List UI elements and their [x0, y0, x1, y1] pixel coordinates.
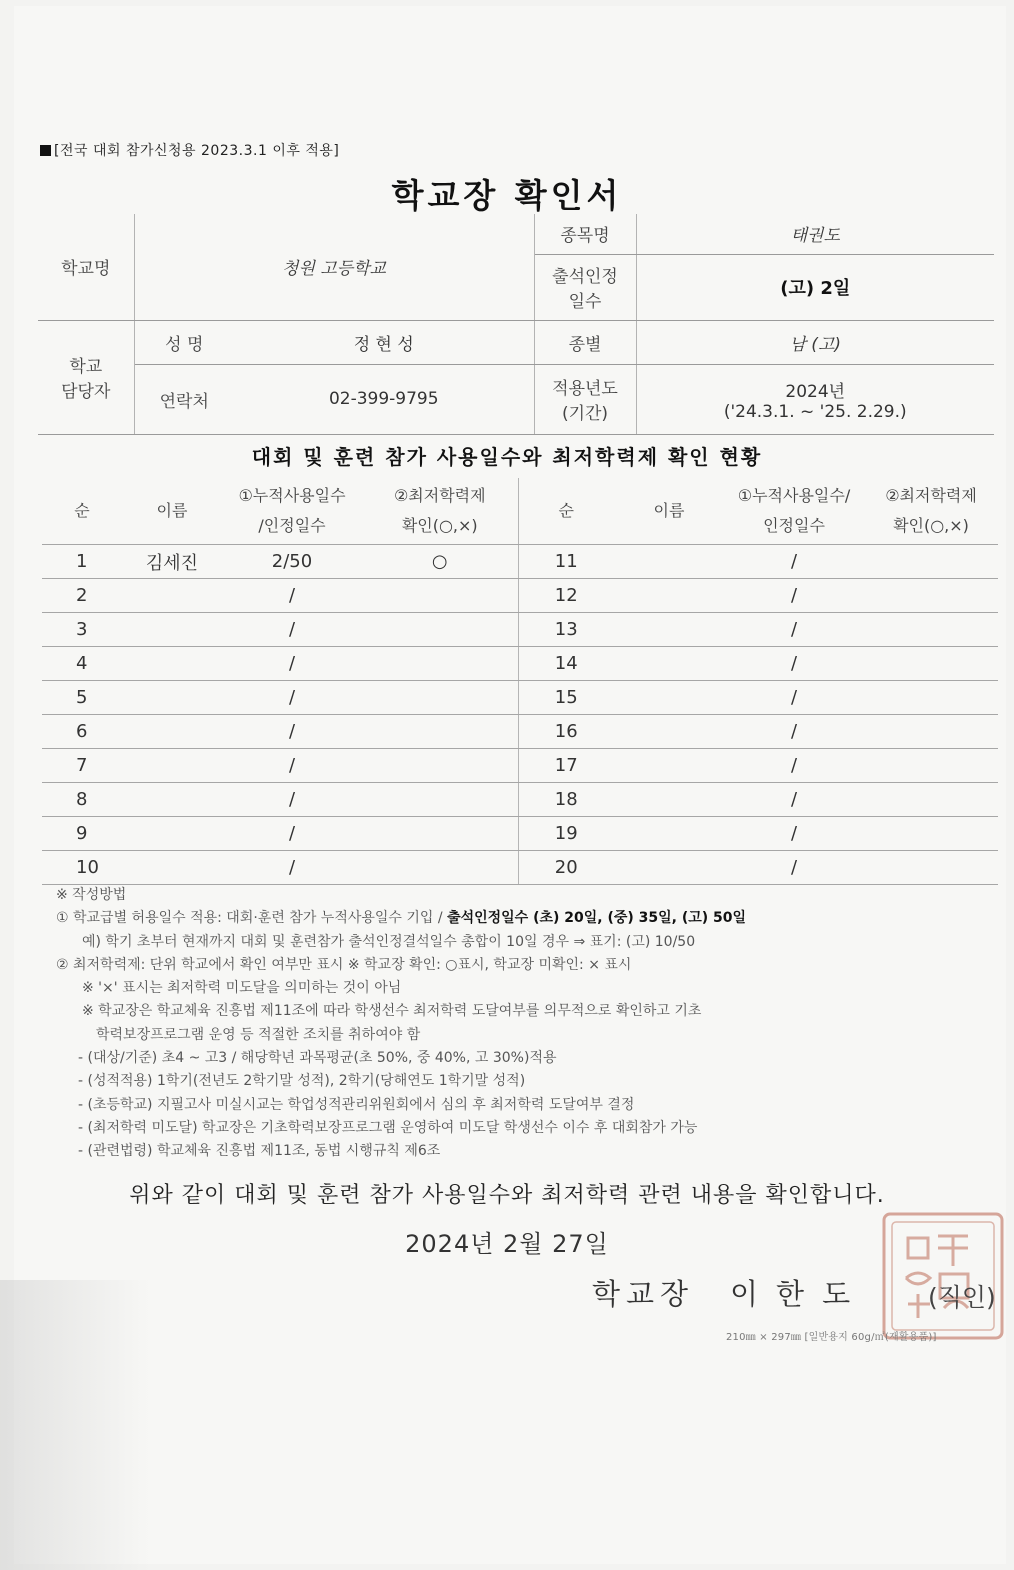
header-acad-right-line2: 확인(○,×): [893, 516, 969, 535]
note-2: ② 최저학력제: 단위 학교에서 확인 여부만 표시 ※ 학교장 확인: ○표시, 학교장 미확인: × 표시: [56, 956, 632, 973]
row-days: /: [222, 613, 362, 647]
principal-label: 학교장: [592, 1277, 695, 1311]
header-days: [222, 478, 362, 545]
seal-label: (직인): [928, 1283, 996, 1312]
row-name: [122, 783, 222, 817]
row-number-right: 14: [518, 647, 614, 681]
row-days-right: /: [724, 647, 864, 681]
section-title: 대회 및 훈련 참가 사용일수와 최저학력제 확인 현황: [251, 445, 763, 469]
note-2b: ※ 학교장은 학교체육 진흥법 제11조에 따라 학생선수 최저학력 도달여부를 의무적으로 확인하고 기초: [82, 1003, 702, 1020]
year-label-line2: (기간): [561, 404, 609, 424]
table-row: [42, 817, 998, 851]
name-value: 정 현 성: [234, 320, 534, 364]
header-acad-line2: 확인(○,×): [401, 516, 478, 535]
row-days-right: /: [724, 579, 864, 613]
form-usage-text: [전국 대회 참가신청용 2023.3.1 이후 적용]: [54, 143, 340, 159]
header-no-right: 순: [518, 478, 614, 545]
row-name: [122, 613, 222, 647]
row-name-right: [614, 613, 724, 647]
row-name-right: [614, 749, 724, 783]
note-2a: ※ '×' 표시는 최저학력 미도달을 의미하는 것이 아님: [82, 980, 402, 997]
row-days: /: [222, 783, 362, 817]
row-number: 1: [42, 545, 122, 579]
row-name: [122, 681, 222, 715]
table-row: [42, 749, 998, 783]
table-row: [42, 545, 998, 579]
row-name: [122, 749, 222, 783]
attend-label: [534, 254, 636, 320]
row-name: [122, 851, 222, 885]
row-days: /: [222, 579, 362, 613]
instructions: [56, 884, 1001, 1164]
row-days: /: [222, 715, 362, 749]
principal-signature: [592, 1272, 868, 1313]
row-academic-check-right: [864, 749, 998, 783]
name-label: 성 명: [134, 320, 234, 364]
row-number: 5: [42, 681, 122, 715]
row-academic-check-right: [864, 681, 998, 715]
table-row: [42, 681, 998, 715]
year-label: [534, 364, 636, 434]
header-acad: [362, 478, 518, 545]
header-days-line2: /인정일수: [258, 516, 326, 535]
row-name-right: [614, 681, 724, 715]
row-name-right: [614, 545, 724, 579]
school-value: 청원 고등학교: [134, 214, 534, 320]
row-academic-check-right: [864, 579, 998, 613]
row-number: 3: [42, 613, 122, 647]
row-academic-check: [362, 681, 518, 715]
row-number-right: 13: [518, 613, 614, 647]
row-number-right: 18: [518, 783, 614, 817]
table-row: [42, 647, 998, 681]
attend-label-line1: 출석인정: [552, 267, 618, 287]
note-d3: - (초등학교) 지필고사 미실시교는 학업성적관리위원회에서 심의 후 최저학력 도달여부 결정: [78, 1096, 635, 1113]
row-days-right: /: [724, 715, 864, 749]
year-value-line2: ('24.3.1. ~ '25. 2.29.): [723, 401, 907, 422]
row-days-right: /: [724, 817, 864, 851]
row-name: [122, 817, 222, 851]
row-academic-check-right: [864, 817, 998, 851]
info-table: [38, 214, 994, 435]
form-usage-label: [40, 140, 339, 160]
note-2c: 학력보장프로그램 운영 등 적절한 조치를 취하여야 함: [96, 1026, 421, 1043]
row-days: /: [222, 851, 362, 885]
row-days: /: [222, 647, 362, 681]
row-academic-check-right: [864, 715, 998, 749]
row-name: 김세진: [122, 545, 222, 579]
attend-label-line2: 일수: [568, 292, 602, 312]
paper-spec-note: 210㎜ × 297㎜ [일반용지 60g/㎡(재활용품)]: [726, 1332, 937, 1343]
row-days-right: /: [724, 681, 864, 715]
row-academic-check: [362, 851, 518, 885]
note-d4: - (최저학력 미도달) 학교장은 기초학력보장프로그램 운영하여 미도달 학생선수 이수 후 대회참가 가능: [78, 1119, 698, 1136]
year-label-line1: 적용년도: [552, 379, 618, 399]
row-number-right: 16: [518, 715, 614, 749]
header-name: 이름: [122, 478, 222, 545]
table-row: [42, 613, 998, 647]
staff-label-line2: 담당자: [61, 382, 111, 402]
row-number: 8: [42, 783, 122, 817]
table-row: [42, 715, 998, 749]
row-days: 2/50: [222, 545, 362, 579]
note-1-text: ① 학교급별 허용일수 적용: 대회·훈련 참가 누적사용일수 기입 /: [56, 910, 448, 927]
row-days-right: /: [724, 749, 864, 783]
row-number-right: 17: [518, 749, 614, 783]
note-1: [56, 907, 1001, 930]
row-academic-check: ○: [362, 545, 518, 579]
row-academic-check: [362, 749, 518, 783]
header-days-line1: ①누적사용일수: [238, 486, 346, 505]
header-acad-right-line1: ②최저학력제: [885, 486, 977, 505]
year-value-line1: 2024년: [785, 381, 846, 402]
row-academic-check: [362, 783, 518, 817]
header-days-right: [724, 478, 864, 545]
signature-date: 2024년 2월 27일: [405, 1230, 609, 1258]
row-days-right: /: [724, 545, 864, 579]
row-name-right: [614, 715, 724, 749]
row-name: [122, 715, 222, 749]
principal-name: 이한도: [730, 1277, 869, 1311]
school-label: 학교명: [38, 214, 134, 320]
row-days-right: /: [724, 613, 864, 647]
table-row: [42, 851, 998, 885]
note-1-bold: 출석인정일수 (초) 20일, (중) 35일, (고) 50일: [447, 910, 747, 927]
shadow: [0, 1280, 150, 1570]
row-days: /: [222, 681, 362, 715]
official-seal: [878, 1208, 1008, 1344]
row-academic-check-right: [864, 647, 998, 681]
row-academic-check: [362, 613, 518, 647]
row-days: /: [222, 749, 362, 783]
row-name-right: [614, 783, 724, 817]
row-academic-check-right: [864, 545, 998, 579]
square-bullet-icon: [40, 145, 51, 156]
contact-value: 02-399-9795: [234, 364, 534, 434]
row-academic-check-right: [864, 783, 998, 817]
row-number: 10: [42, 851, 122, 885]
note-1-example: 예) 학기 초부터 현재까지 대회 및 훈련참가 출석인정결석일수 총합이 10일 경우 ⇒ 표기: (고) 10/50: [82, 933, 696, 950]
notes-heading: ※ 작성방법: [56, 887, 127, 903]
row-days-right: /: [724, 783, 864, 817]
table-row: [42, 579, 998, 613]
table-row: [42, 783, 998, 817]
row-number: 2: [42, 579, 122, 613]
row-name-right: [614, 579, 724, 613]
row-academic-check: [362, 817, 518, 851]
row-number-right: 19: [518, 817, 614, 851]
contact-label: 연락처: [134, 364, 234, 434]
note-d2: - (성적적용) 1학기(전년도 2학기말 성적), 2학기(당해연도 1학기말 성적): [78, 1073, 526, 1090]
row-number-right: 20: [518, 851, 614, 885]
header-acad-right: [864, 478, 998, 545]
row-days-right: /: [724, 851, 864, 885]
row-academic-check: [362, 647, 518, 681]
header-no: 순: [42, 478, 122, 545]
note-d5: - (관련법령) 학교체육 진흥법 제11조, 동법 시행규칙 제6조: [78, 1143, 441, 1160]
row-number: 7: [42, 749, 122, 783]
gender-value: 남 (고): [636, 320, 994, 364]
header-days-right-line2: 인정일수: [763, 516, 825, 535]
gender-label: 종별: [534, 320, 636, 364]
row-number: 9: [42, 817, 122, 851]
row-academic-check-right: [864, 613, 998, 647]
staff-label: [38, 320, 134, 434]
row-name: [122, 579, 222, 613]
row-number: 6: [42, 715, 122, 749]
attend-value: (고) 2일: [636, 254, 994, 320]
confirmation-statement: 위와 같이 대회 및 훈련 참가 사용일수와 최저학력 관련 내용을 확인합니다.: [129, 1183, 885, 1208]
row-name-right: [614, 647, 724, 681]
header-name-right: 이름: [614, 478, 724, 545]
row-number: 4: [42, 647, 122, 681]
document-title: 학교장 확인서: [391, 176, 623, 215]
row-name-right: [614, 817, 724, 851]
participant-table: [42, 478, 998, 885]
staff-label-line1: 학교: [69, 357, 103, 377]
sport-label: 종목명: [534, 214, 636, 254]
year-value: [636, 364, 994, 434]
row-academic-check-right: [864, 851, 998, 885]
row-days: /: [222, 817, 362, 851]
row-number-right: 11: [518, 545, 614, 579]
header-days-right-line1: ①누적사용일수/: [737, 486, 851, 505]
header-acad-line1: ②최저학력제: [393, 486, 486, 505]
row-number-right: 12: [518, 579, 614, 613]
row-name: [122, 647, 222, 681]
row-academic-check: [362, 579, 518, 613]
row-academic-check: [362, 715, 518, 749]
note-d1: - (대상/기준) 초4 ~ 고3 / 해당학년 과목평균(초 50%, 중 40%, 고 30%)적용: [78, 1050, 557, 1067]
row-name-right: [614, 851, 724, 885]
sport-value: 태권도: [636, 214, 994, 254]
row-number-right: 15: [518, 681, 614, 715]
